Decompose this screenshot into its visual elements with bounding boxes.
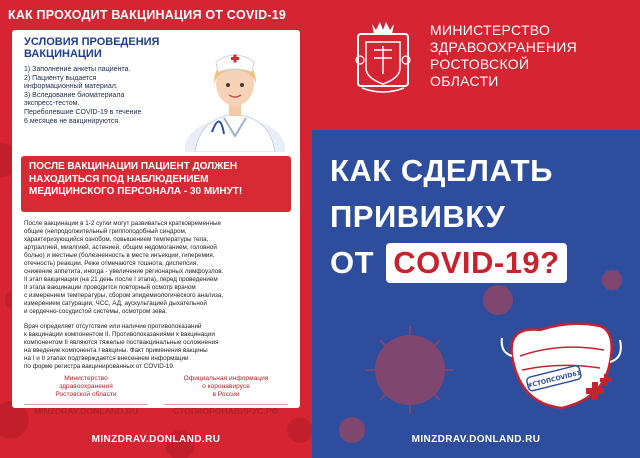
list-item: 1) Заполнение анкеты пациента. <box>24 66 131 73</box>
list-item: 6 месяцев не вакцинируются. <box>24 117 121 125</box>
observation-notice: ПОСЛЕ ВАКЦИНАЦИИ ПАЦИЕНТ ДОЛЖЕН НАХОДИТЬСЯ ПОД НАБЛЮДЕНИЕМ МЕДИЦИНСКОГО ПЕРСОНАЛА - 30 МИНУТ! <box>21 156 291 212</box>
info-card <box>12 30 300 417</box>
covid-highlight: COVID-19? <box>386 243 566 283</box>
paragraph-contraindications: Врач определяет отсутствие или наличие противопоказаний к вакцинации компонентом II. Противопоказаниями к вакцинации компонентом II являются тяжелые поствакцинальные осложнения на введение компонента I вакцины. Факт применения вакцины на I и II этапах подтверждается внесением информации по форме регистра вакцинированных от COVID-19. <box>24 323 219 370</box>
coat-of-arms-icon <box>352 20 414 96</box>
face-mask-icon <box>500 316 622 420</box>
bottom-url-left[interactable]: MINZDRAV.DONLAND.RU <box>91 434 221 445</box>
paragraph-stage-two: II этап вакцинации (на 21 день после I этапа), перед проведением II этапа вакцинации проводится повторный осмотр врачом с измерением температуры, сбором эпидемиологического анализа, измерением сатурации, ЧСС, АД, аускультацией дыхательной и сердечно-сосудистой системы, осмотром зева. <box>24 276 224 315</box>
ministry-link[interactable]: MINZDRAV.DONLAND.RU <box>24 404 148 416</box>
ministry-banner <box>312 0 640 130</box>
bottom-url-right[interactable]: MINZDRAV.DONLAND.RU <box>411 434 541 445</box>
list-item: 3) Вследование биоматериала <box>24 91 125 99</box>
list-item: экспресс-тестом. <box>24 100 80 108</box>
conditions-list <box>24 66 184 126</box>
right-panel <box>312 0 640 458</box>
stopcoronavirus-link-box: Официальная информация о коронавирусе в России СТОПКОРОНАВИРУС.РФ <box>164 375 288 415</box>
list-item: 2) Пациенту выдается <box>24 74 97 82</box>
ministry-link-box: Министерство здравоохранения Ростовской области MINZDRAV.DONLAND.RU <box>24 375 148 415</box>
ministry-name: МИНИСТЕРСТВО ЗДРАВООХРАНЕНИЯ РОСТОВСКОЙ ОБЛАСТИ <box>430 22 578 89</box>
page-title: КАК СДЕЛАТЬ ПРИВИВКУ ОТ COVID-19? <box>330 148 630 286</box>
paragraph-reactions: После вакцинации в 1-2 сутки могут развиваться кратковременные общие (непродолжительный гриппоподобный синдром, характеризующийся ознобом, повышением температуры тела, артралгией, миалгией, астенией, общим недомоганием, головной болью) и местные (болезненность в месте инъекции, гиперемия, отечность) реакции. Реже отмечаются тошнота, диспепсия, снижение аппетита, иногда - увеличение регионарных лимфоузлов. <box>24 220 224 275</box>
list-item: информационный материал. <box>24 83 118 91</box>
mask-hashtag: #СТОПCOVID61 <box>526 369 582 390</box>
list-item: Переболевшие COVID-19 в течение <box>24 108 142 116</box>
nurse-illustration-icon <box>180 40 290 152</box>
conditions-title: УСЛОВИЯ ПРОВЕДЕНИЯ ВАКЦИНАЦИИ <box>24 36 160 60</box>
page-header: КАК ПРОХОДИТ ВАКЦИНАЦИЯ ОТ COVID-19 <box>8 8 287 22</box>
left-panel <box>0 0 312 458</box>
footer-links <box>24 375 288 415</box>
stopcoronavirus-link[interactable]: СТОПКОРОНАВИРУС.РФ <box>164 404 288 416</box>
